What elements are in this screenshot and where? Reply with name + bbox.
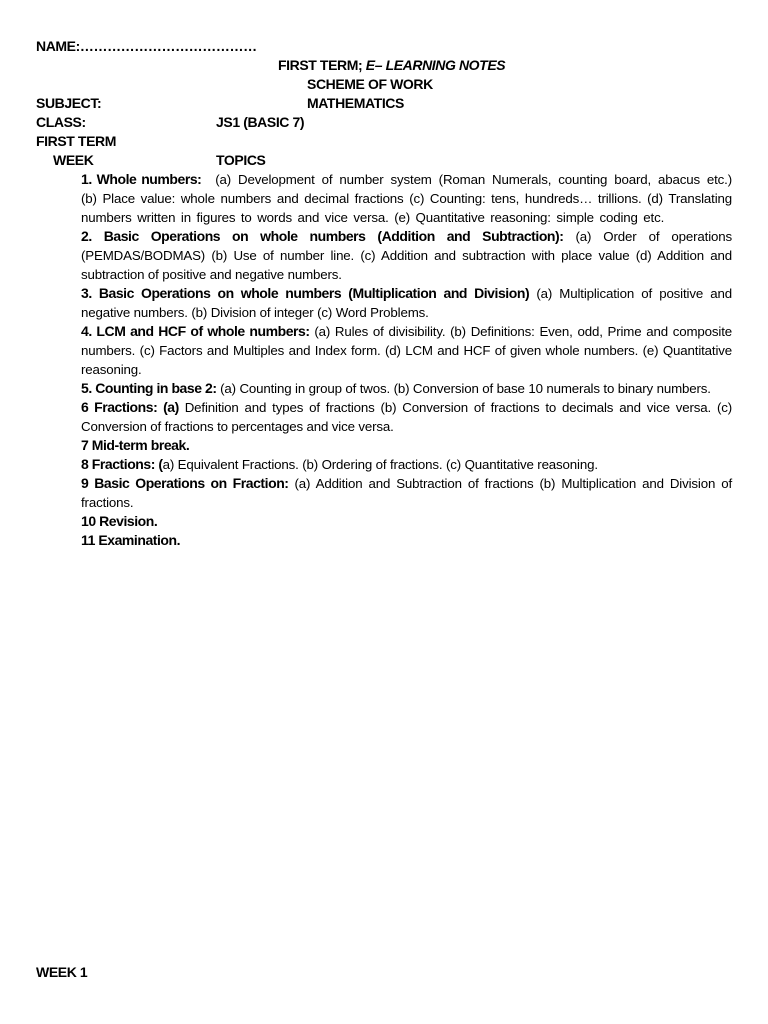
term-label: FIRST TERM: [36, 133, 116, 149]
topic-heading: 6 Fractions: (a): [81, 399, 179, 415]
topics-column-header: TOPICS: [216, 152, 266, 168]
topic-heading: 5. Counting in base 2:: [81, 380, 217, 396]
topic-item: [81, 436, 732, 455]
topics-list: [81, 170, 732, 550]
topic-item: [81, 284, 732, 322]
topic-description: (a) Counting in group of twos. (b) Conversion of base 10 numerals to binary numbers.: [216, 381, 711, 396]
topic-item: [81, 227, 732, 284]
topic-description: (a) Rules of divisibility. (b) Definitions: Even, odd, Prime and composite numbers. (c) Factors and Multiples and Index form. (d) LCM and HCF of given whole numbers. (e) Quantitative reasoning.: [81, 324, 732, 377]
topic-heading: 3. Basic Operations on whole numbers (Multiplication and Division): [81, 285, 530, 301]
topic-heading: 2. Basic Operations on whole numbers (Addition and Subtraction):: [81, 228, 564, 244]
topic-description: (a) Multiplication of positive and negative numbers. (b) Division of integer (c) Word Problems.: [81, 286, 732, 320]
title-term: FIRST TERM;: [278, 57, 366, 73]
subject-value: MATHEMATICS: [307, 95, 404, 111]
topic-item: [81, 322, 732, 379]
topic-heading: 8 Fractions: (: [81, 456, 163, 472]
topic-item: [81, 379, 732, 398]
topic-item: [81, 455, 732, 474]
class-label: CLASS:: [36, 114, 86, 130]
topic-item: [81, 398, 732, 436]
week-1-heading: WEEK 1: [36, 964, 88, 980]
name-field-label: NAME:…………………………………: [36, 38, 257, 54]
topic-description: Definition and types of fractions (b) Conversion of fractions to decimals and vice versa. (c) Conversion of fractions to percentages and vice versa.: [81, 400, 732, 434]
topic-description: a) Equivalent Fractions. (b) Ordering of fractions. (c) Quantitative reasoning.: [162, 457, 598, 472]
topic-description: (a) Order of operations (PEMDAS/BODMAS) (b) Use of number line. (c) Addition and subtraction with place value (d) Addition and subtraction of positive and negative numbers.: [81, 229, 732, 282]
topic-item: [81, 512, 732, 531]
document-title: [278, 56, 505, 75]
class-value: JS1 (BASIC 7): [216, 114, 305, 130]
topic-heading: 11 Examination.: [81, 532, 181, 548]
topic-item: [81, 531, 732, 550]
subject-label: SUBJECT:: [36, 95, 102, 111]
topic-item: [81, 170, 732, 227]
topic-item: [81, 474, 732, 512]
week-column-header: WEEK: [53, 152, 94, 168]
topic-heading: 4. LCM and HCF of whole numbers:: [81, 323, 310, 339]
topic-description: (a) Development of number system (Roman Numerals, counting board, abacus etc.) (b) Place value: whole numbers and decimal fractions (c) Counting: tens, hundreds… trillions. (d) Translating numbers written in figures to words and vice versa. (e) Quantitative reasoning: simple coding etc.: [81, 172, 732, 225]
topic-heading: 9 Basic Operations on Fraction:: [81, 475, 289, 491]
scheme-of-work-heading: SCHEME OF WORK: [307, 76, 433, 92]
topic-heading: 7 Mid-term break.: [81, 437, 190, 453]
topic-heading: 1. Whole numbers:: [81, 171, 202, 187]
topic-description: (a) Addition and Subtraction of fractions (b) Multiplication and Division of fractions.: [81, 476, 733, 510]
title-italic: E– LEARNING NOTES: [365, 57, 506, 73]
topic-heading: 10 Revision.: [81, 513, 158, 529]
